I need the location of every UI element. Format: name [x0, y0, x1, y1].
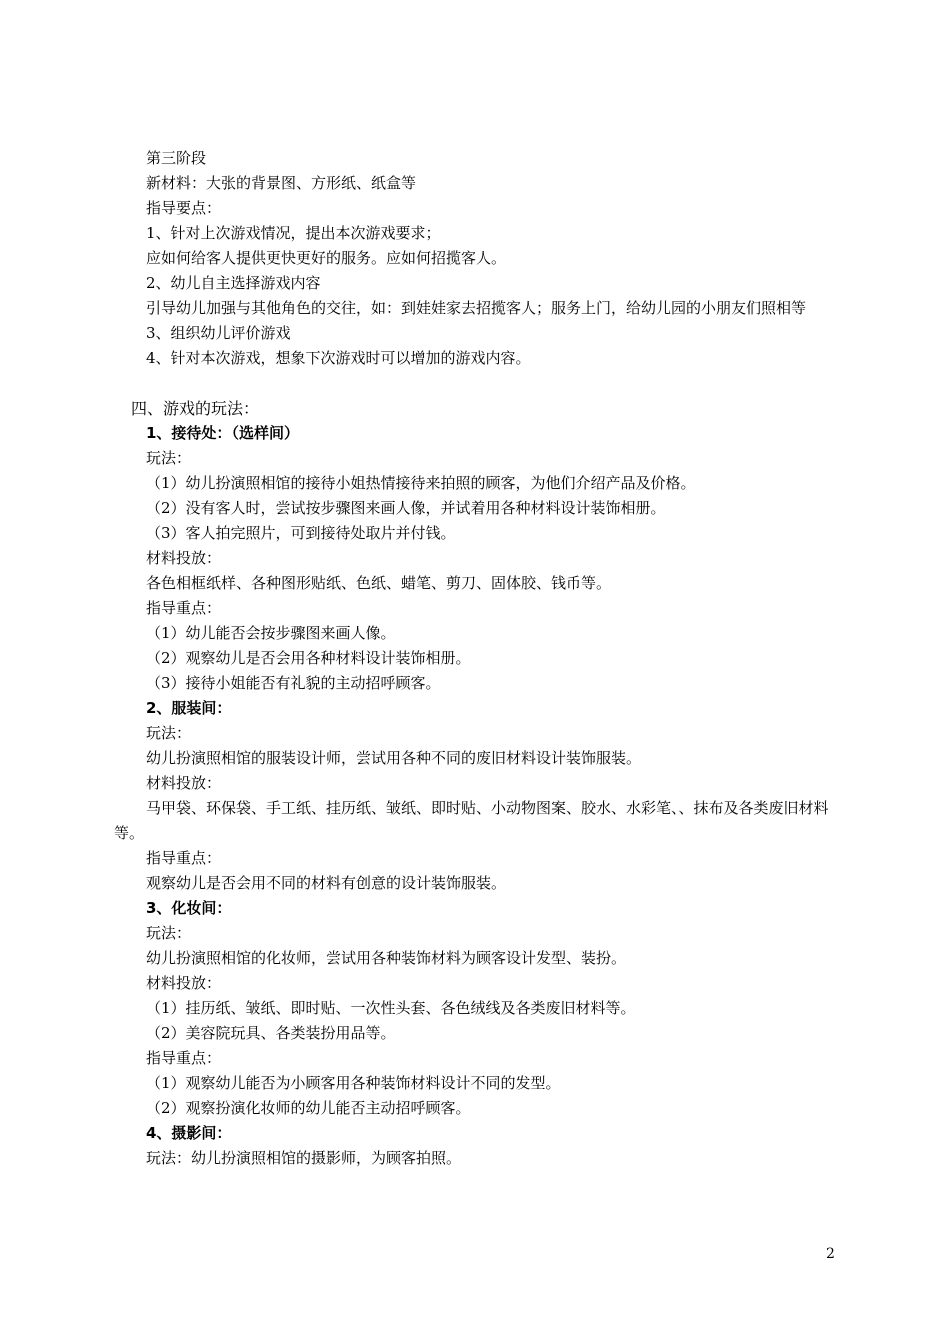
reception-guide-item: （1）幼儿能否会按步骤图来画人像。	[146, 624, 396, 642]
reception-guide-label: 指导重点：	[146, 599, 222, 617]
stage3-guide-label: 指导要点：	[146, 199, 222, 217]
reception-play-item: （3）客人拍完照片，可到接待处取片并付钱。	[146, 524, 456, 542]
makeup-material-item: （2）美容院玩具、各类装扮用品等。	[146, 1024, 396, 1042]
reception-guide-item: （2）观察幼儿是否会用各种材料设计装饰相册。	[146, 649, 471, 667]
stage3-new-materials: 新材料：大张的背景图、方形纸、纸盒等	[146, 174, 417, 192]
reception-heading: 1、接待处：（选样间）	[146, 424, 299, 442]
stage3-line: 2、幼儿自主选择游戏内容	[146, 274, 321, 292]
costume-play-item: 幼儿扮演照相馆的服装设计师，尝试用各种不同的废旧材料设计装饰服装。	[146, 749, 642, 767]
reception-guide-item: （3）接待小姐能否有礼貌的主动招呼顾客。	[146, 674, 441, 692]
makeup-heading: 3、化妆间：	[146, 899, 232, 917]
reception-material-label: 材料投放：	[146, 549, 222, 567]
stage3-line: 1、针对上次游戏情况，提出本次游戏要求；	[146, 224, 441, 242]
makeup-play-item: 幼儿扮演照相馆的化妆师，尝试用各种装饰材料为顾客设计发型、装扮。	[146, 949, 627, 967]
reception-play-item: （1）幼儿扮演照相馆的接待小姐热情接待来拍照的顾客，为他们介绍产品及价格。	[146, 474, 696, 492]
stage3-line: 4、针对本次游戏，想象下次游戏时可以增加的游戏内容。	[146, 349, 531, 367]
costume-play-label: 玩法：	[146, 724, 192, 742]
makeup-material-label: 材料投放：	[146, 974, 222, 992]
makeup-guide-item: （1）观察幼儿能否为小顾客用各种装饰材料设计不同的发型。	[146, 1074, 561, 1092]
page-number: 2	[826, 1246, 835, 1262]
costume-material-label: 材料投放：	[146, 774, 222, 792]
section4-title: 四、游戏的玩法：	[131, 399, 260, 418]
photo-heading: 4、摄影间：	[146, 1124, 232, 1142]
reception-material: 各色相框纸样、各种图形贴纸、色纸、蜡笔、剪刀、固体胶、钱币等。	[146, 574, 612, 592]
makeup-play-label: 玩法：	[146, 924, 192, 942]
makeup-material-item: （1）挂历纸、皱纸、即时贴、一次性头套、各色绒线及各类废旧材料等。	[146, 999, 636, 1017]
reception-play-label: 玩法：	[146, 449, 192, 467]
stage3-line: 3、组织幼儿评价游戏	[146, 324, 291, 342]
stage3-title: 第三阶段	[146, 149, 207, 167]
costume-material: 马甲袋、环保袋、手工纸、挂历纸、皱纸、即时贴、小动物图案、胶水、水彩笔、、抹布及各类废旧材料等。	[114, 799, 829, 842]
stage3-line: 引导幼儿加强与其他角色的交往，如：到娃娃家去招揽客人；服务上门，给幼儿园的小朋友们照相等	[146, 299, 807, 317]
page-content	[114, 146, 842, 1171]
reception-play-item: （2）没有客人时，尝试按步骤图来画人像，并试着用各种材料设计装饰相册。	[146, 499, 666, 517]
costume-guide-item: 观察幼儿是否会用不同的材料有创意的设计装饰服装。	[146, 874, 507, 892]
photo-play-item: 玩法：幼儿扮演照相馆的摄影师，为顾客拍照。	[146, 1149, 462, 1167]
costume-guide-label: 指导重点：	[146, 849, 222, 867]
stage3-line: 应如何给客人提供更快更好的服务。应如何招揽客人。	[146, 249, 507, 267]
makeup-guide-item: （2）观察扮演化妆师的幼儿能否主动招呼顾客。	[146, 1099, 471, 1117]
makeup-guide-label: 指导重点：	[146, 1049, 222, 1067]
costume-heading: 2、服装间：	[146, 699, 232, 717]
